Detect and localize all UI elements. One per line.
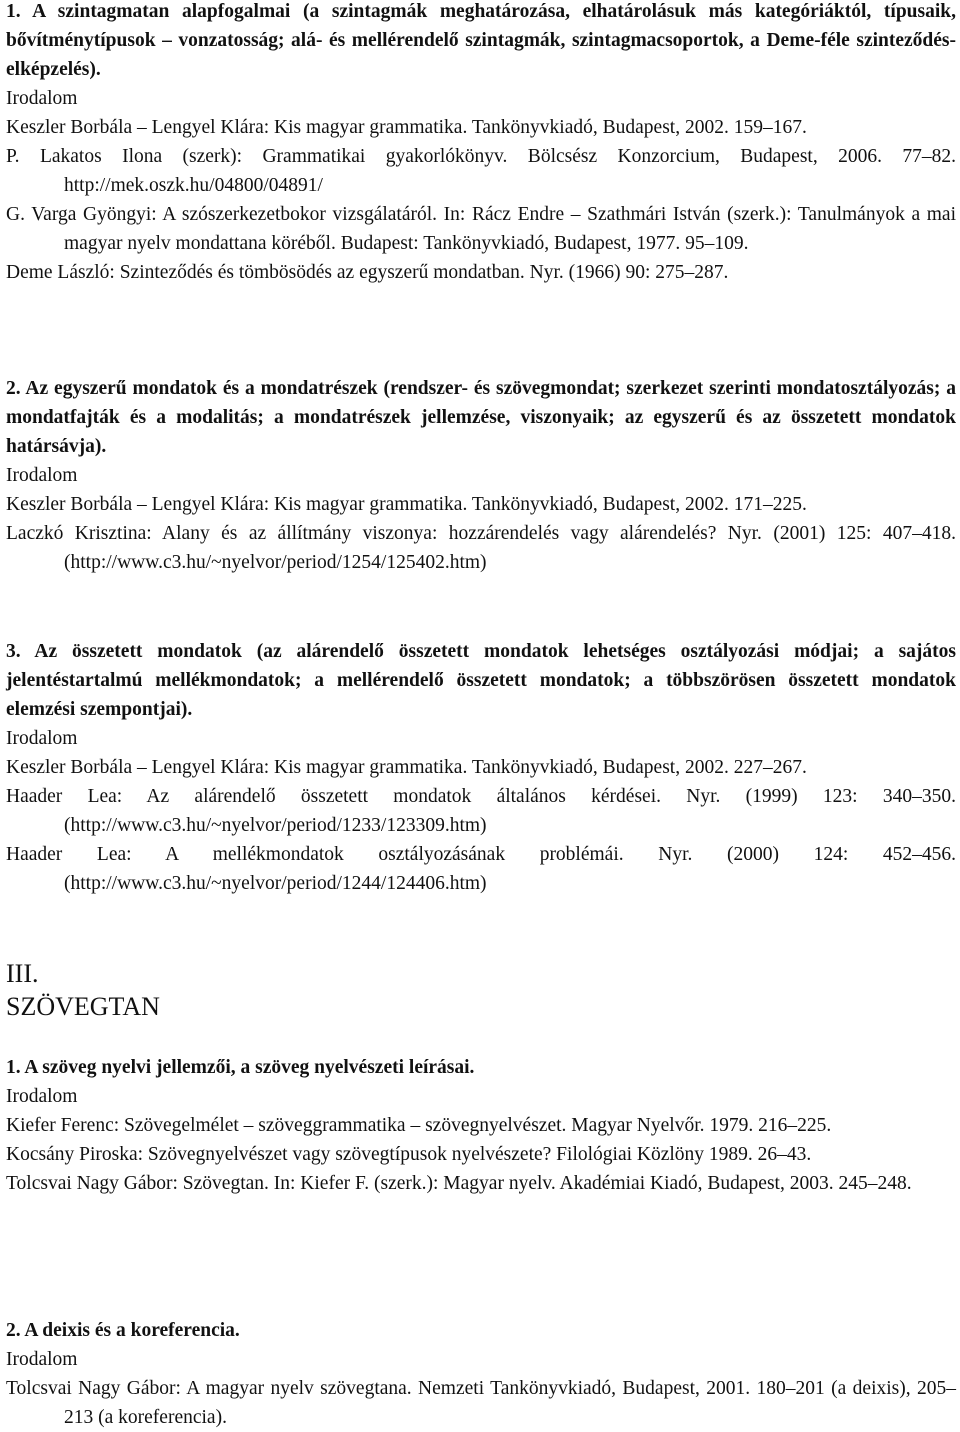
section-deixis <box>6 1316 956 1432</box>
reference-item: Kiefer Ferenc: Szövegelmélet – szöveggrammatika – szövegnyelvészet. Magyar Nyelvőr. 1979. 216–225. <box>6 1115 832 1136</box>
section-heading: 2. Az egyszerű mondatok és a mondatrészek (rendszer- és szövegmondat; szerkezet szerinti mondatosztályozás; a mondatfajták és a modalitás; a mondatrészek jellemzése, viszonyaik; az egyszerű és az összetett mondatok határsávja). <box>6 378 956 457</box>
literature-label: Irodalom <box>6 1086 78 1107</box>
part-heading <box>6 957 956 1023</box>
literature-label: Irodalom <box>6 1349 78 1370</box>
reference-item: Haader Lea: Az alárendelő összetett mondatok általános kérdései. Nyr. (1999) 123: 340–350. (http://www.c3.hu/~nyelvor/period/1233/123309.htm) <box>6 786 956 836</box>
section-heading: 3. Az összetett mondatok (az alárendelő összetett mondatok lehetséges osztályozási módjai; a sajátos jelentéstartalmú mellékmondatok; a mellérendelő összetett mondatok; a többszörösen összetett mondatok elemzési szempontjai). <box>6 641 956 720</box>
literature-label: Irodalom <box>6 728 78 749</box>
reference-item: Keszler Borbála – Lengyel Klára: Kis magyar grammatika. Tankönyvkiadó, Budapest, 2002. 171–225. <box>6 494 807 515</box>
reference-item: Deme László: Szinteződés és tömbösödés az egyszerű mondatban. Nyr. (1966) 90: 275–287. <box>6 262 729 283</box>
section-heading: 1. A szintagmatan alapfogalmai (a szintagmák meghatározása, elhatárolásuk más kategóriáktól, típusaik, bővítménytípusok – vonzatosság; alá- és mellérendelő szintagmák, szintagmacsoportok, a Deme-féle szinteződés-elképzelés). <box>6 1 956 80</box>
reference-item: Tolcsvai Nagy Gábor: Szövegtan. In: Kiefer F. (szerk.): Magyar nyelv. Akadémiai Kiadó, Budapest, 2003. 245–248. <box>6 1173 912 1194</box>
reference-item: Keszler Borbála – Lengyel Klára: Kis magyar grammatika. Tankönyvkiadó, Budapest, 2002. 227–267. <box>6 757 807 778</box>
reference-item: Kocsány Piroska: Szövegnyelvészet vagy szövegtípusok nyelvészete? Filológiai Közlöny 1989. 26–43. <box>6 1144 812 1165</box>
section-szintagmatan <box>6 0 956 287</box>
section-szoveg-jellemzoi <box>6 1053 956 1198</box>
literature-label: Irodalom <box>6 88 78 109</box>
section-osszetett-mondatok <box>6 637 956 898</box>
part-number: III. <box>6 959 39 988</box>
section-egyszeru-mondatok <box>6 374 956 577</box>
reference-item: Haader Lea: A mellékmondatok osztályozásának problémái. Nyr. (2000) 124: 452–456. (http://www.c3.hu/~nyelvor/period/1244/124406.htm) <box>6 844 956 894</box>
section-heading: 2. A deixis és a koreferencia. <box>6 1320 240 1341</box>
reference-item: Keszler Borbála – Lengyel Klára: Kis magyar grammatika. Tankönyvkiadó, Budapest, 2002. 159–167. <box>6 117 807 138</box>
reference-item: Tolcsvai Nagy Gábor: A magyar nyelv szövegtana. Nemzeti Tankönyvkiadó, Budapest, 2001. 180–201 (a deixis), 205–213 (a koreferencia). <box>6 1378 956 1428</box>
reference-item: G. Varga Gyöngyi: A szószerkezetbokor vizsgálatáról. In: Rácz Endre – Szathmári István (szerk.): Tanulmányok a mai magyar nyelv mondattana köréből. Budapest: Tankönyvkiadó, Budapest, 1977. 95–109. <box>6 204 956 254</box>
literature-label: Irodalom <box>6 465 78 486</box>
section-heading: 1. A szöveg nyelvi jellemzői, a szöveg nyelvészeti leírásai. <box>6 1057 475 1078</box>
part-title: SZÖVEGTAN <box>6 992 160 1021</box>
reference-item: P. Lakatos Ilona (szerk): Grammatikai gyakorlókönyv. Bölcsész Konzorcium, Budapest, 2006. 77–82. http://mek.oszk.hu/04800/04891/ <box>6 146 956 196</box>
reference-item: Laczkó Krisztina: Alany és az állítmány viszonya: hozzárendelés vagy alárendelés? Nyr. (2001) 125: 407–418. (http://www.c3.hu/~nyelvor/period/1254/125402.htm) <box>6 523 956 573</box>
